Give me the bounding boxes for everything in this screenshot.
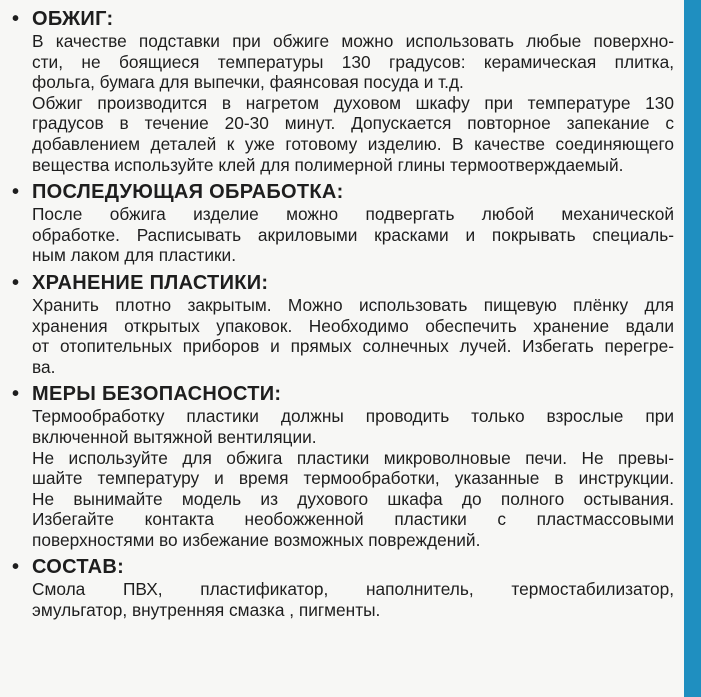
body-line: В качестве подставки при обжиге можно использовать любые поверхно- <box>32 31 674 51</box>
body-line: Термообработку пластики должны проводить только взрослые при <box>32 406 674 427</box>
body-line: вещества используйте клей для полимерной глины термоотверждаемый. <box>32 154 624 175</box>
body-line: градусов в течение 20-30 минут. Допускается повторное запекание с <box>32 113 674 134</box>
section-heading-text: СОСТАВ: <box>32 556 125 579</box>
section-heading <box>12 383 674 406</box>
body-line: фольга, бумага для выпечки, фаянсовая посуда и т.д. <box>32 72 464 93</box>
body-line: шайте температуру и время термообработки, указанные в инструкции. <box>32 468 674 489</box>
body-line: ным лаком для пластики. <box>32 245 236 266</box>
bullet-icon: • <box>12 8 20 30</box>
section-heading <box>12 272 674 295</box>
section-heading <box>12 556 674 579</box>
body-line: сти, не боящиеся температуры 130 градусов: керамическая плитка, <box>32 51 674 72</box>
bullet-icon: • <box>12 271 20 294</box>
section-2 <box>12 271 674 377</box>
body-line: Обжиг производится в нагретом духовом шкафу при температуре 130 <box>32 92 674 113</box>
section-1 <box>12 181 674 266</box>
section-body <box>32 295 674 377</box>
section-body <box>32 579 674 620</box>
body-line: Избегайте контакта необожженной пластики с пластмассовыми <box>32 509 674 530</box>
section-heading-text: МЕРЫ БЕЗОПАСНОСТИ: <box>32 383 282 406</box>
body-line: хранения открытых упаковок. Необходимо обеспечить хранение вдали <box>32 315 674 336</box>
instruction-content <box>12 8 674 621</box>
section-heading <box>12 8 674 31</box>
section-body <box>32 406 674 550</box>
body-line: включенной вытяжной вентиляции. <box>32 426 317 447</box>
section-heading-text: ПОСЛЕДУЮЩАЯ ОБРАБОТКА: <box>32 181 344 204</box>
body-line: После обжига изделие можно подвергать любой механической <box>32 204 674 225</box>
section-heading <box>12 181 674 204</box>
body-line: Хранить плотно закрытым. Можно использовать пищевую плёнку для <box>32 294 674 315</box>
body-line: Смола ПВХ, пластификатор, наполнитель, термостабилизатор, <box>32 579 674 600</box>
body-line: эмульгатор, внутренняя смазка , пигменты. <box>32 600 381 621</box>
body-line: от отопительных приборов и прямых солнечных лучей. Избегать перегре- <box>32 336 674 357</box>
section-0 <box>12 8 674 175</box>
bullet-icon: • <box>12 556 20 579</box>
bullet-icon: • <box>12 181 20 204</box>
body-line: Не используйте для обжига пластики микроволновые печи. Не превы- <box>32 447 674 468</box>
section-4 <box>12 556 674 621</box>
body-line: поверхностями во избежание возможных повреждений. <box>32 529 481 550</box>
section-heading-text: ОБЖИГ: <box>32 8 114 30</box>
body-line: ва. <box>32 356 56 377</box>
blue-edge-stripe <box>684 0 701 697</box>
section-heading-text: ХРАНЕНИЕ ПЛАСТИКИ: <box>32 271 269 294</box>
bullet-icon: • <box>12 383 20 406</box>
body-line: добавлением деталей к уже готовому изделию. В качестве соединяющего <box>32 133 674 154</box>
section-body <box>32 204 674 266</box>
section-body <box>32 31 674 175</box>
body-line: Не вынимайте модель из духового шкафа до полного остывания. <box>32 488 674 509</box>
body-line: обработке. Расписывать акриловыми красками и покрывать специаль- <box>32 224 674 245</box>
section-3 <box>12 383 674 550</box>
